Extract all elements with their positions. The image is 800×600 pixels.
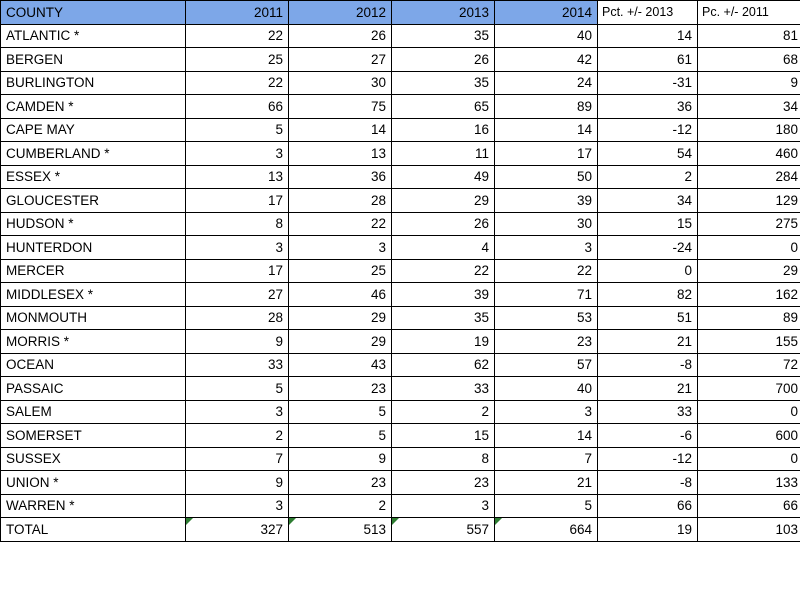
- cell-pct-2011[interactable]: 103: [698, 518, 800, 542]
- cell-2014[interactable]: 50: [495, 165, 598, 189]
- cell-pct-2011[interactable]: 600: [698, 424, 800, 448]
- cell-2014[interactable]: 5: [495, 494, 598, 518]
- cell-pct-2013[interactable]: 51: [598, 306, 698, 330]
- cell-pct-2011[interactable]: 89: [698, 306, 800, 330]
- cell-pct-2011[interactable]: 275: [698, 212, 800, 236]
- column-header-county[interactable]: COUNTY: [1, 1, 186, 25]
- cell-county[interactable]: TOTAL: [1, 518, 186, 542]
- cell-2011[interactable]: 22: [186, 71, 289, 95]
- cell-county[interactable]: CUMBERLAND *: [1, 142, 186, 166]
- cell-2012[interactable]: 25: [289, 259, 392, 283]
- table-row[interactable]: [1, 165, 800, 189]
- cell-county[interactable]: BURLINGTON: [1, 71, 186, 95]
- cell-pct-2011[interactable]: 0: [698, 447, 800, 471]
- cell-pct-2013[interactable]: 34: [598, 189, 698, 213]
- cell-2011[interactable]: 3: [186, 142, 289, 166]
- cell-2012[interactable]: 22: [289, 212, 392, 236]
- table-row[interactable]: [1, 259, 800, 283]
- cell-2012[interactable]: 13: [289, 142, 392, 166]
- cell-2013[interactable]: 22: [392, 259, 495, 283]
- cell-2013[interactable]: 29: [392, 189, 495, 213]
- cell-pct-2011[interactable]: 133: [698, 471, 800, 495]
- column-header-pct-2013[interactable]: Pct. +/- 2013: [598, 1, 698, 25]
- column-header-2014[interactable]: 2014: [495, 1, 598, 25]
- cell-pct-2013[interactable]: -12: [598, 118, 698, 142]
- cell-2011[interactable]: 13: [186, 165, 289, 189]
- cell-2011[interactable]: 2: [186, 424, 289, 448]
- cell-2011[interactable]: 22: [186, 24, 289, 48]
- cell-county[interactable]: SOMERSET: [1, 424, 186, 448]
- table-body: [1, 24, 800, 541]
- cell-2012[interactable]: 23: [289, 377, 392, 401]
- cell-2011[interactable]: 5: [186, 377, 289, 401]
- table-row[interactable]: [1, 212, 800, 236]
- cell-pct-2011[interactable]: 0: [698, 236, 800, 260]
- cell-2013[interactable]: 4: [392, 236, 495, 260]
- table-row[interactable]: [1, 471, 800, 495]
- cell-2012[interactable]: 26: [289, 24, 392, 48]
- table-row[interactable]: [1, 353, 800, 377]
- cell-2014[interactable]: 40: [495, 24, 598, 48]
- cell-county[interactable]: SUSSEX: [1, 447, 186, 471]
- cell-county[interactable]: GLOUCESTER: [1, 189, 186, 213]
- cell-county[interactable]: HUDSON *: [1, 212, 186, 236]
- cell-2013[interactable]: 8: [392, 447, 495, 471]
- cell-pct-2011[interactable]: 0: [698, 400, 800, 424]
- cell-2014[interactable]: 71: [495, 283, 598, 307]
- cell-2014[interactable]: 21: [495, 471, 598, 495]
- cell-2013[interactable]: 65: [392, 95, 495, 119]
- cell-2012[interactable]: 46: [289, 283, 392, 307]
- cell-county[interactable]: MORRIS *: [1, 330, 186, 354]
- cell-pct-2013[interactable]: 36: [598, 95, 698, 119]
- cell-2012[interactable]: 5: [289, 400, 392, 424]
- cell-county[interactable]: ESSEX *: [1, 165, 186, 189]
- cell-2013[interactable]: 2: [392, 400, 495, 424]
- column-header-pct-2011[interactable]: Pc. +/- 2011: [698, 1, 800, 25]
- cell-2013[interactable]: 33: [392, 377, 495, 401]
- cell-2011[interactable]: 327: [186, 518, 289, 542]
- table-row[interactable]: [1, 283, 800, 307]
- table-row[interactable]: [1, 71, 800, 95]
- cell-2014[interactable]: 22: [495, 259, 598, 283]
- cell-2012[interactable]: 36: [289, 165, 392, 189]
- cell-2011[interactable]: 9: [186, 330, 289, 354]
- cell-2012[interactable]: 14: [289, 118, 392, 142]
- cell-2011[interactable]: 25: [186, 48, 289, 72]
- cell-pct-2011[interactable]: 66: [698, 494, 800, 518]
- cell-county[interactable]: MERCER: [1, 259, 186, 283]
- cell-2011[interactable]: 3: [186, 236, 289, 260]
- cell-pct-2013[interactable]: -8: [598, 353, 698, 377]
- cell-2013[interactable]: 15: [392, 424, 495, 448]
- column-header-2011[interactable]: 2011: [186, 1, 289, 25]
- cell-2014[interactable]: 24: [495, 71, 598, 95]
- cell-2013[interactable]: 11: [392, 142, 495, 166]
- cell-county[interactable]: OCEAN: [1, 353, 186, 377]
- cell-2011[interactable]: 3: [186, 494, 289, 518]
- cell-county[interactable]: CAMDEN *: [1, 95, 186, 119]
- table-row[interactable]: [1, 377, 800, 401]
- cell-2013[interactable]: 62: [392, 353, 495, 377]
- cell-2014[interactable]: 664: [495, 518, 598, 542]
- cell-2012[interactable]: 43: [289, 353, 392, 377]
- cell-pct-2013[interactable]: 15: [598, 212, 698, 236]
- column-header-2012[interactable]: 2012: [289, 1, 392, 25]
- table-row[interactable]: [1, 306, 800, 330]
- cell-pct-2013[interactable]: 33: [598, 400, 698, 424]
- cell-2013[interactable]: 557: [392, 518, 495, 542]
- cell-2012[interactable]: 29: [289, 306, 392, 330]
- table-row[interactable]: [1, 236, 800, 260]
- cell-2013[interactable]: 49: [392, 165, 495, 189]
- table-row[interactable]: [1, 447, 800, 471]
- cell-2011[interactable]: 27: [186, 283, 289, 307]
- cell-pct-2013[interactable]: 0: [598, 259, 698, 283]
- table-row[interactable]: [1, 330, 800, 354]
- cell-county[interactable]: PASSAIC: [1, 377, 186, 401]
- cell-2013[interactable]: 26: [392, 48, 495, 72]
- cell-2014[interactable]: 40: [495, 377, 598, 401]
- cell-county[interactable]: MONMOUTH: [1, 306, 186, 330]
- cell-2012[interactable]: 23: [289, 471, 392, 495]
- cell-pct-2013[interactable]: 61: [598, 48, 698, 72]
- cell-pct-2013[interactable]: -8: [598, 471, 698, 495]
- cell-pct-2013[interactable]: 14: [598, 24, 698, 48]
- cell-2012[interactable]: 30: [289, 71, 392, 95]
- cell-pct-2011[interactable]: 180: [698, 118, 800, 142]
- cell-pct-2011[interactable]: 29: [698, 259, 800, 283]
- cell-county[interactable]: SALEM: [1, 400, 186, 424]
- cell-2014[interactable]: 42: [495, 48, 598, 72]
- table-row[interactable]: [1, 48, 800, 72]
- table-header: [1, 1, 800, 25]
- cell-pct-2013[interactable]: 82: [598, 283, 698, 307]
- cell-2013[interactable]: 19: [392, 330, 495, 354]
- cell-2012[interactable]: 9: [289, 447, 392, 471]
- table-row[interactable]: [1, 118, 800, 142]
- cell-2012[interactable]: 29: [289, 330, 392, 354]
- table-row[interactable]: [1, 400, 800, 424]
- cell-2011[interactable]: 5: [186, 118, 289, 142]
- cell-2011[interactable]: 33: [186, 353, 289, 377]
- cell-county[interactable]: WARREN *: [1, 494, 186, 518]
- cell-2011[interactable]: 9: [186, 471, 289, 495]
- cell-2013[interactable]: 3: [392, 494, 495, 518]
- cell-pct-2013[interactable]: 19: [598, 518, 698, 542]
- cell-pct-2011[interactable]: 129: [698, 189, 800, 213]
- cell-2013[interactable]: 26: [392, 212, 495, 236]
- cell-2013[interactable]: 39: [392, 283, 495, 307]
- cell-pct-2013[interactable]: 54: [598, 142, 698, 166]
- cell-2014[interactable]: 3: [495, 400, 598, 424]
- table-row[interactable]: [1, 142, 800, 166]
- cell-2012[interactable]: 2: [289, 494, 392, 518]
- cell-2012[interactable]: 5: [289, 424, 392, 448]
- cell-2011[interactable]: 8: [186, 212, 289, 236]
- cell-2014[interactable]: 7: [495, 447, 598, 471]
- cell-county[interactable]: ATLANTIC *: [1, 24, 186, 48]
- table-row[interactable]: [1, 189, 800, 213]
- cell-pct-2011[interactable]: 9: [698, 71, 800, 95]
- table-row[interactable]: [1, 95, 800, 119]
- cell-pct-2011[interactable]: 460: [698, 142, 800, 166]
- cell-county[interactable]: CAPE MAY: [1, 118, 186, 142]
- header-row: [1, 1, 800, 25]
- cell-county[interactable]: BERGEN: [1, 48, 186, 72]
- cell-county[interactable]: HUNTERDON: [1, 236, 186, 260]
- cell-pct-2013[interactable]: 21: [598, 377, 698, 401]
- cell-pct-2011[interactable]: 34: [698, 95, 800, 119]
- cell-2011[interactable]: 66: [186, 95, 289, 119]
- cell-pct-2013[interactable]: 2: [598, 165, 698, 189]
- cell-pct-2013[interactable]: -12: [598, 447, 698, 471]
- cell-2013[interactable]: 16: [392, 118, 495, 142]
- cell-2012[interactable]: 75: [289, 95, 392, 119]
- cell-2013[interactable]: 35: [392, 306, 495, 330]
- cell-2011[interactable]: 28: [186, 306, 289, 330]
- cell-2012[interactable]: 28: [289, 189, 392, 213]
- cell-county[interactable]: MIDDLESEX *: [1, 283, 186, 307]
- cell-2014[interactable]: 57: [495, 353, 598, 377]
- cell-pct-2011[interactable]: 284: [698, 165, 800, 189]
- cell-2014[interactable]: 89: [495, 95, 598, 119]
- cell-2012[interactable]: 27: [289, 48, 392, 72]
- cell-2014[interactable]: 17: [495, 142, 598, 166]
- cell-2011[interactable]: 7: [186, 447, 289, 471]
- cell-pct-2011[interactable]: 162: [698, 283, 800, 307]
- cell-2014[interactable]: 23: [495, 330, 598, 354]
- cell-pct-2011[interactable]: 700: [698, 377, 800, 401]
- cell-pct-2013[interactable]: -6: [598, 424, 698, 448]
- cell-pct-2013[interactable]: 21: [598, 330, 698, 354]
- cell-2013[interactable]: 35: [392, 24, 495, 48]
- cell-pct-2011[interactable]: 72: [698, 353, 800, 377]
- table-row[interactable]: [1, 494, 800, 518]
- table-row[interactable]: [1, 518, 800, 542]
- table-row[interactable]: [1, 424, 800, 448]
- cell-2014[interactable]: 30: [495, 212, 598, 236]
- cell-county[interactable]: UNION *: [1, 471, 186, 495]
- cell-2013[interactable]: 23: [392, 471, 495, 495]
- cell-2014[interactable]: 14: [495, 118, 598, 142]
- cell-pct-2011[interactable]: 81: [698, 24, 800, 48]
- cell-2011[interactable]: 3: [186, 400, 289, 424]
- cell-pct-2011[interactable]: 155: [698, 330, 800, 354]
- cell-2014[interactable]: 39: [495, 189, 598, 213]
- cell-2014[interactable]: 3: [495, 236, 598, 260]
- table-row[interactable]: [1, 24, 800, 48]
- cell-pct-2013[interactable]: -31: [598, 71, 698, 95]
- cell-2012[interactable]: 3: [289, 236, 392, 260]
- cell-2012[interactable]: 513: [289, 518, 392, 542]
- cell-2011[interactable]: 17: [186, 259, 289, 283]
- cell-2011[interactable]: 17: [186, 189, 289, 213]
- cell-pct-2013[interactable]: 66: [598, 494, 698, 518]
- cell-2014[interactable]: 14: [495, 424, 598, 448]
- cell-2014[interactable]: 53: [495, 306, 598, 330]
- cell-pct-2013[interactable]: -24: [598, 236, 698, 260]
- cell-pct-2011[interactable]: 68: [698, 48, 800, 72]
- column-header-2013[interactable]: 2013: [392, 1, 495, 25]
- cell-2013[interactable]: 35: [392, 71, 495, 95]
